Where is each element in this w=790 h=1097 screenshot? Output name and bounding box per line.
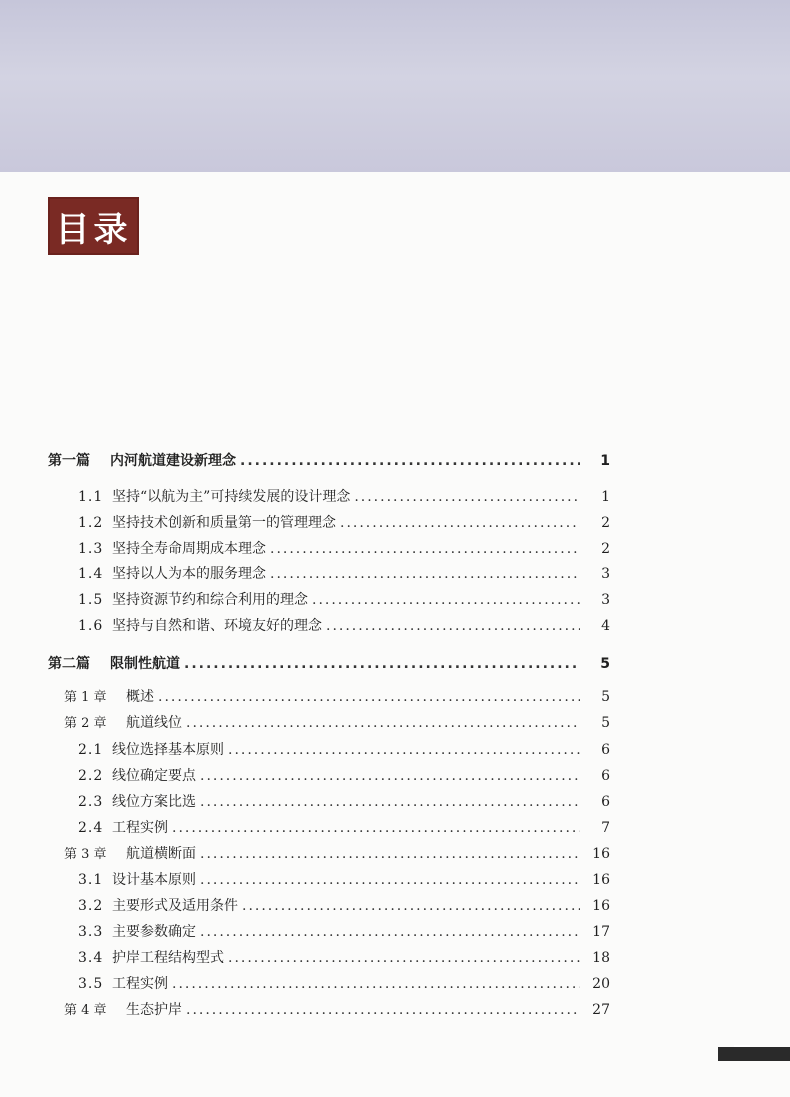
- toc-entry-sec[interactable]: [78, 767, 610, 785]
- toc-entry-page: 3: [601, 566, 610, 582]
- toc-entry-sec[interactable]: [78, 565, 610, 583]
- toc-entry-title: 护岸工程结构型式: [112, 950, 224, 966]
- toc-entry-number: 1.3: [78, 541, 104, 557]
- toc-entry-page: 5: [601, 715, 610, 731]
- toc-entry-page: 6: [601, 794, 610, 810]
- toc-entry-page: 17: [592, 924, 610, 940]
- toc-entry-title: 线位方案比选: [112, 794, 196, 810]
- toc-entry-page: 16: [592, 846, 610, 862]
- toc-entry-title: 航道横断面: [126, 846, 196, 862]
- toc-entry-page: 18: [592, 950, 610, 966]
- toc-entry-chap[interactable]: [64, 845, 610, 864]
- dot-leader: [228, 949, 580, 967]
- dot-leader: [184, 655, 580, 673]
- toc-entry-title: 坚持以人为本的服务理念: [112, 566, 266, 582]
- toc-title-box: [48, 197, 139, 255]
- toc-entry-number: 2.4: [78, 820, 104, 836]
- toc-entry-number: 3.5: [78, 976, 104, 992]
- toc-entry-page: 6: [601, 742, 610, 758]
- toc-entry-page: 4: [601, 618, 610, 634]
- toc-entry-number: 2.3: [78, 794, 104, 810]
- toc-entry-number: 第 1 章: [64, 690, 107, 705]
- toc-entry-title: 坚持“以航为主”可持续发展的设计理念: [112, 489, 351, 505]
- toc-entry-page: 2: [601, 515, 610, 531]
- toc-entry-number: 3.3: [78, 924, 104, 940]
- toc-entry-page: 6: [601, 768, 610, 784]
- dot-leader: [270, 540, 580, 558]
- toc-entry-sec[interactable]: [78, 871, 610, 889]
- toc-entry-sec[interactable]: [78, 819, 610, 837]
- dot-leader: [312, 591, 580, 609]
- toc-entry-number: 第 3 章: [64, 847, 107, 862]
- toc-entry-page: 5: [600, 656, 610, 672]
- toc-entry-page: 3: [601, 592, 610, 608]
- toc-entry-sec[interactable]: [78, 514, 610, 532]
- toc-entry-number: 第 2 章: [64, 716, 107, 731]
- toc-entry-title: 坚持全寿命周期成本理念: [112, 541, 266, 557]
- dot-leader: [172, 819, 580, 837]
- toc-entry-number: 1.1: [78, 489, 104, 505]
- toc-entry-sec[interactable]: [78, 591, 610, 609]
- toc-entry-title: 工程实例: [112, 820, 168, 836]
- dot-leader: [186, 714, 580, 732]
- dot-leader: [200, 871, 580, 889]
- toc-entry-page: 7: [601, 820, 610, 836]
- dot-leader: [200, 923, 580, 941]
- toc-entry-page: 16: [592, 872, 610, 888]
- toc-entry-page: 1: [600, 453, 610, 469]
- toc-entry-title: 主要参数确定: [112, 924, 196, 940]
- dot-leader: [158, 688, 580, 706]
- toc-entry-part[interactable]: [48, 452, 610, 470]
- toc-entry-title: 概述: [126, 689, 154, 705]
- toc-entry-sec[interactable]: [78, 897, 610, 915]
- toc-entry-title: 坚持资源节约和综合利用的理念: [112, 592, 308, 608]
- toc-entry-title: 坚持技术创新和质量第一的管理理念: [112, 515, 336, 531]
- toc-entry-page: 5: [601, 689, 610, 705]
- toc-entry-sec[interactable]: [78, 975, 610, 993]
- toc-entry-sec[interactable]: [78, 793, 610, 811]
- toc-entry-sec[interactable]: [78, 949, 610, 967]
- toc-entry-title: 限制性航道: [110, 656, 180, 672]
- toc-entry-page: 1: [601, 489, 610, 505]
- toc-entry-chap[interactable]: [64, 1001, 610, 1020]
- toc-entry-number: 3.4: [78, 950, 104, 966]
- toc-entry-title: 内河航道建设新理念: [110, 453, 236, 469]
- dot-leader: [240, 452, 580, 470]
- dot-leader: [242, 897, 580, 915]
- toc-entry-number: 2.1: [78, 742, 104, 758]
- dot-leader: [326, 617, 580, 635]
- toc-entry-chap[interactable]: [64, 714, 610, 733]
- toc-entry-title: 线位选择基本原则: [112, 742, 224, 758]
- toc-entry-page: 2: [601, 541, 610, 557]
- toc-entry-number: 2.2: [78, 768, 104, 784]
- dot-leader: [200, 793, 580, 811]
- toc-entry-page: 27: [592, 1002, 610, 1018]
- toc-entry-number: 3.1: [78, 872, 104, 888]
- dot-leader: [354, 488, 580, 506]
- toc-entry-number: 1.2: [78, 515, 104, 531]
- toc-entry-title: 设计基本原则: [112, 872, 196, 888]
- toc-entry-title: 线位确定要点: [112, 768, 196, 784]
- dot-leader: [228, 741, 580, 759]
- toc-entry-title: 航道线位: [126, 715, 182, 731]
- toc-entry-number: 第二篇: [48, 656, 90, 672]
- dot-leader: [172, 975, 580, 993]
- toc-entry-title: 主要形式及适用条件: [112, 898, 238, 914]
- dot-leader: [270, 565, 580, 583]
- toc-entry-number: 1.5: [78, 592, 104, 608]
- toc-entry-sec[interactable]: [78, 617, 610, 635]
- dot-leader: [340, 514, 580, 532]
- dot-leader: [186, 1001, 580, 1019]
- toc-entry-number: 第 4 章: [64, 1003, 107, 1018]
- toc-entry-title: 坚持与自然和谐、环境友好的理念: [112, 618, 322, 634]
- toc-entry-title: 生态护岸: [126, 1002, 182, 1018]
- toc-entry-sec[interactable]: [78, 741, 610, 759]
- toc-entry-part[interactable]: [48, 655, 610, 673]
- toc-entry-number: 3.2: [78, 898, 104, 914]
- toc-entry-sec[interactable]: [78, 540, 610, 558]
- toc-entry-number: 1.4: [78, 566, 104, 582]
- toc-entry-chap[interactable]: [64, 688, 610, 707]
- toc-entry-page: 16: [592, 898, 610, 914]
- toc-entry-sec[interactable]: [78, 923, 610, 941]
- toc-title: 目录: [55, 209, 132, 250]
- dot-leader: [200, 845, 580, 863]
- dot-leader: [200, 767, 580, 785]
- header-band: [0, 0, 790, 172]
- footer-decoration-dark: [718, 1047, 790, 1061]
- toc-entry-sec[interactable]: [78, 488, 610, 506]
- toc-entry-page: 20: [592, 976, 610, 992]
- toc-entry-number: 第一篇: [48, 453, 90, 469]
- toc-entry-number: 1.6: [78, 618, 104, 634]
- toc-entry-title: 工程实例: [112, 976, 168, 992]
